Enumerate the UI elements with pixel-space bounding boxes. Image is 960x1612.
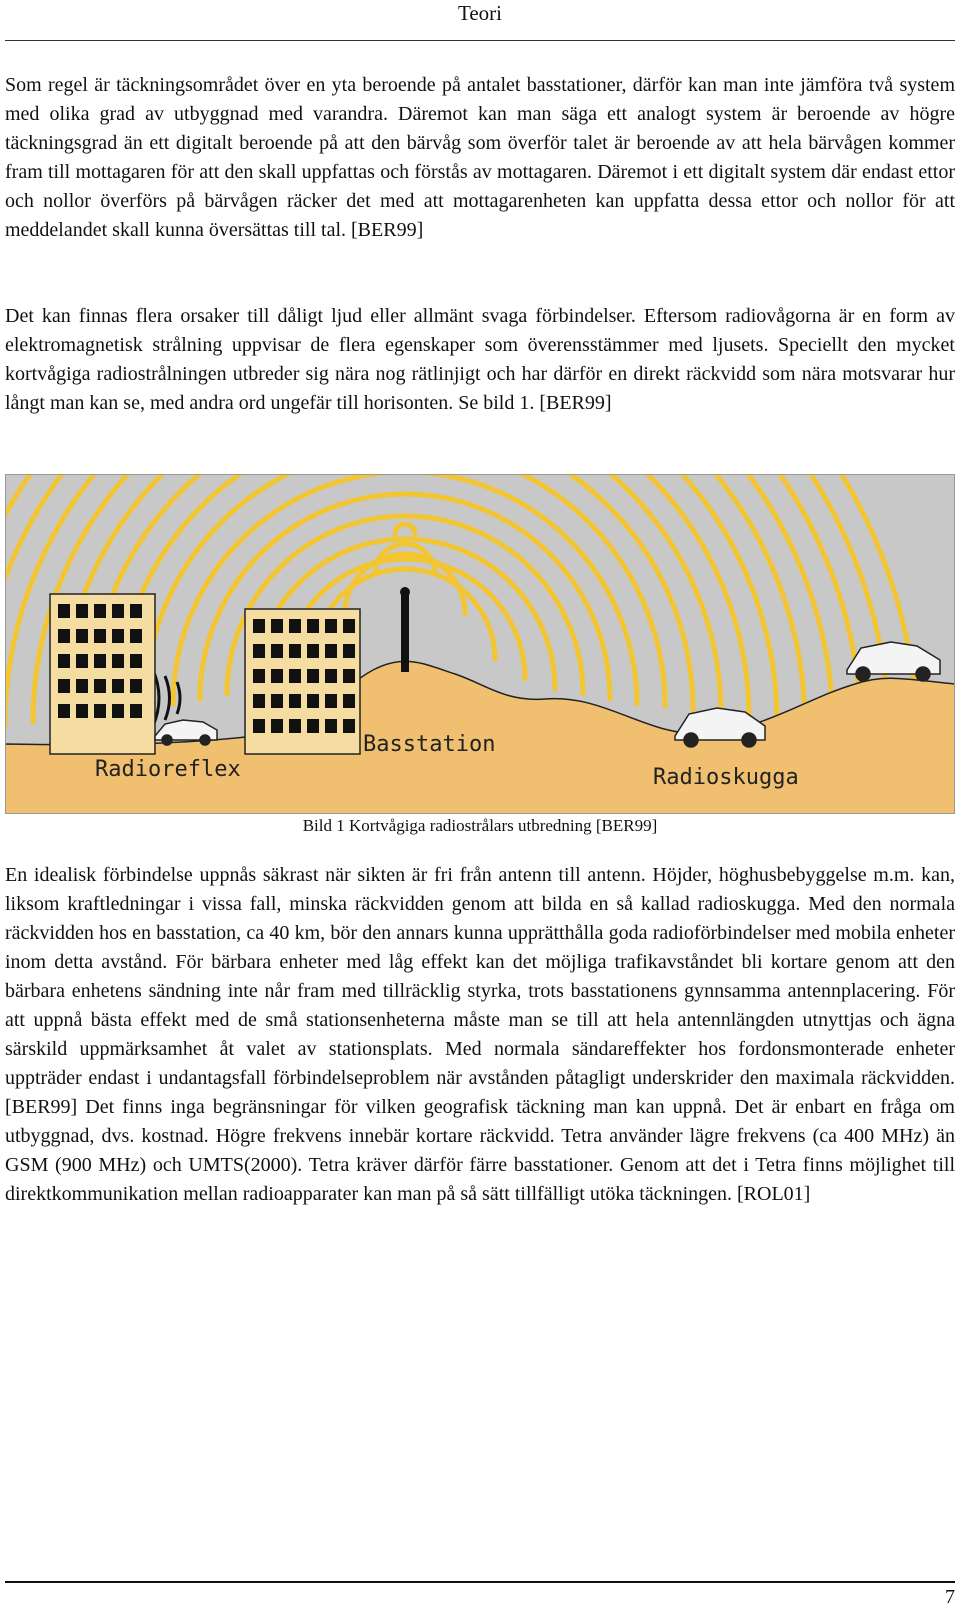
label-radioskugga: Radioskugga — [653, 765, 799, 790]
radio-propagation-figure — [5, 474, 955, 814]
paragraph-coverage: Som regel är täckningsområdet över en yta beroende på antalet basstationer, därför kan man inte jämföra två system med olika grad av utbyggnad med varandra. Däremot kan man säga ett analogt system är beroende av högre täckningsgrad än ett digitalt beroende på att den bärvåg som överför talet är beroende av att hela bärvågen kommer fram till mottagaren för att den skall uppfattas och förstås av mottagaren. Däremot i ett digitalt system där endast ettor och nollor överförs på bärvågen räcker det med att mottagarenheten kan uppfatta dessa ettor och nollor för att meddelandet skall kunna översättas till tal. [BER99] — [5, 74, 955, 241]
paragraph-radio-waves: Det kan finnas flera orsaker till dåligt ljud eller allmänt svaga förbindelser. Eftersom radiovågorna är en form av elektromagnetisk strålning uppvisar de flera egenskaper som överensstämmer med ljusets. Speciellt den mycket kortvågiga radiostrålningen utbreder sig nära nog rätlinjigt och har därför en direkt räckvidd som nära motsvarar hur långt man kan se, med andra ord ungefär till horisonten. Se bild 1. [BER99] — [5, 305, 955, 414]
page-number: 7 — [945, 1586, 955, 1608]
figure-caption: Bild 1 Kortvågiga radiostrålars utbredning [BER99] — [302, 816, 658, 835]
building-right — [245, 609, 360, 754]
page-header — [5, 0, 955, 41]
building-left — [50, 594, 155, 754]
header-rule — [5, 40, 955, 41]
label-radioreflex: Radioreflex — [95, 757, 241, 782]
label-basstation: Basstation — [363, 732, 496, 757]
footer-rule — [5, 1581, 955, 1583]
antenna-mast — [400, 587, 410, 672]
paragraph-ideal-connection: En idealisk förbindelse uppnås säkrast när sikten är fri från antenn till antenn. Höjder, höghusbebyggelse m.m. kan, liksom kraftledningar i vissa fall, minska räckvidden genom att bilda en så kallad radioskugga. Med den normala räckvidden hos en basstation, ca 40 km, bör den annars kunna upprätthålla goda radioförbindelser med mobila enheter inom detta avstånd. För bärbara enheter med låg effekt kan det möjliga trafikavståndet bli kortare genom att den bärbara enhetens sändning inte når fram med tillräcklig styrka, trots basstationens gynnsamma antennplacering. För att uppnå bästa effekt med de små stationsenheterna måste man se till att hela antennlängden utnyttjas och ägna särskild uppmärksamhet åt valet av stationsplats. Med normala sändareffekter hos fordonsmonterade enheter uppträder endast i undantagsfall förbindelseproblem när avstånden påtagligt underskrider den maximala räckvidden. [BER99] Det finns inga begränsningar för vilken geografisk täckning man kan uppnå. Det är enbart en fråga om utbyggnad, dvs. kostnad. Högre frekvens innebär kortare räckvidd. Tetra använder lägre frekvens (ca 400 MHz) än GSM (900 MHz) och UMTS(2000). Tetra kräver därför färre basstationer. Genom att det i Tetra finns möjlighet till direktkommunikation mellan radioapparater kan man på så sätt tillfälligt utöka täckningen. [ROL01] — [5, 864, 955, 1205]
header-title: Teori — [457, 1, 502, 25]
